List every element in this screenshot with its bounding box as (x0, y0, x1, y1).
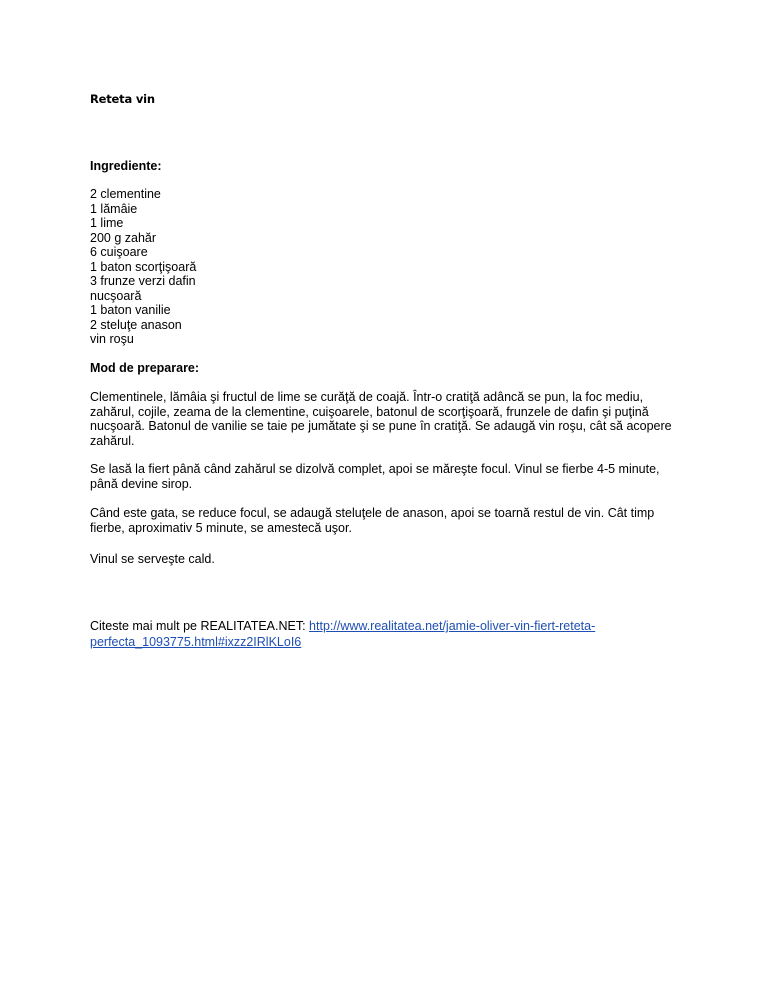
ingredient-item: 2 steluţe anason (90, 317, 182, 332)
method-paragraph: Vinul se serveşte cald. (90, 552, 215, 566)
ingredient-item: vin roşu (90, 332, 134, 346)
method-paragraph: Când este gata, se reduce focul, se adaugă steluţele de anason, apoi se toarnă restul de vin. Cât timp fierbe, aproximativ 5 minute, se amestecă uşor. (90, 506, 655, 535)
ingredient-item: 1 lime (90, 216, 124, 230)
ingredient-list (90, 187, 196, 347)
ingredient-item: 1 baton vanilie (90, 303, 171, 317)
source-prefix: Citeste mai mult pe REALITATEA.NET: (90, 619, 310, 633)
ingredients-heading: Ingrediente: (90, 159, 162, 173)
method-paragraph: Clementinele, lămâia şi fructul de lime se curăţă de coajă. Într-o cratiţă adâncă se pun, la foc mediu, zahărul, cojile, zeama de la clementine, cuişoarele, batonul de scorţişoară, frunzele de dafin şi puţină nucşoară. Batonul de vanilie se taie pe jumătate şi se pune în cratiţă. Se adaugă vin roşu, cât să acopere zahărul. (90, 390, 672, 448)
method-heading: Mod de preparare: (90, 361, 200, 375)
ingredient-item: 1 baton scorţişoară (90, 259, 197, 274)
ingredient-item: 2 clementine (90, 187, 161, 201)
source-link[interactable]: http://www.realitatea.net/jamie-oliver-vin-fiert-reteta-perfecta_1093775.html#ixzz2IRlKLoI6 (90, 619, 596, 649)
ingredient-item: 3 frunze verzi dafin (90, 274, 196, 288)
method-paragraph: Se lasă la fiert până când zahărul se dizolvă complet, apoi se măreşte focul. Vinul se fierbe 4-5 minute, până devine sirop. (90, 462, 660, 491)
ingredient-item: 6 cuişoare (90, 245, 148, 259)
ingredient-item: 200 g zahăr (90, 230, 157, 245)
ingredient-item: nucşoară (90, 288, 142, 303)
document-title: Reteta vin (90, 92, 155, 106)
source-line (90, 618, 690, 650)
ingredient-item: 1 lămâie (90, 201, 138, 216)
